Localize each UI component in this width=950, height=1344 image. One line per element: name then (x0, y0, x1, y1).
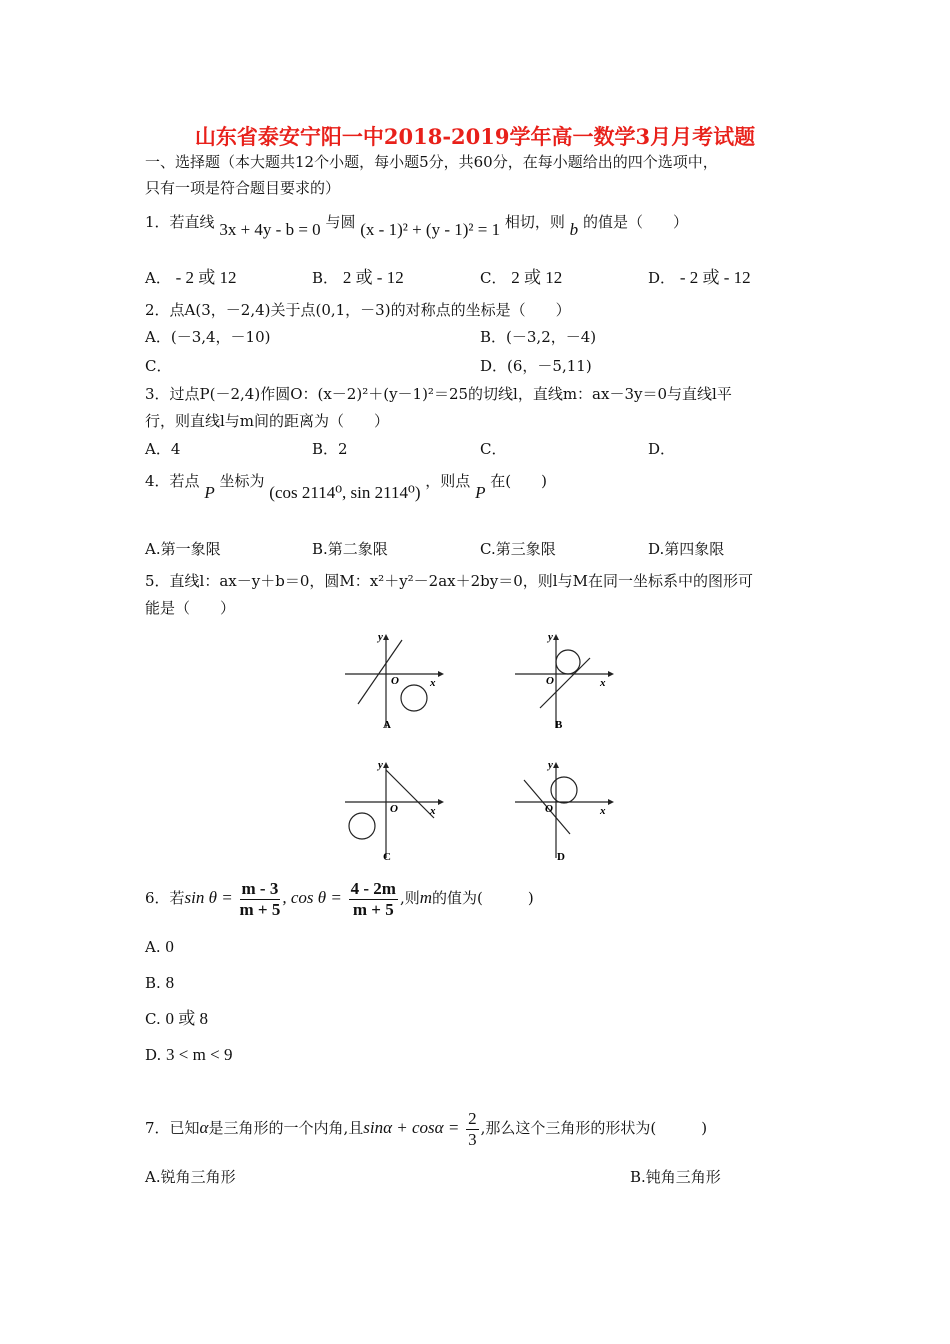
q1-option-d (648, 268, 751, 288)
question-5-line2: 能是（ ） (145, 599, 236, 617)
page-title: 山东省泰安宁阳一中2018-2019学年高一数学3月月考试题 (194, 124, 756, 149)
figure-d (510, 758, 620, 866)
figure-a (340, 628, 450, 736)
q6-sin: sin θ = (184, 888, 233, 907)
q6-suffix-a: ,则 (399, 889, 420, 907)
origin-label: O (391, 675, 399, 687)
axis-x-label: x (600, 677, 606, 689)
option-label: D． (480, 357, 508, 375)
option-label: A. (145, 938, 161, 956)
axis-y-label: y (548, 631, 553, 643)
option-value: (－3,2，－4) (506, 328, 597, 346)
q4-coord: (cos 2114⁰, sin 2114⁰) (269, 483, 421, 502)
q1-var-b: b (569, 220, 579, 239)
question-6 (145, 874, 534, 922)
option-value: 4 (170, 440, 181, 458)
option-label: A． (145, 269, 171, 287)
axis-y-label: y (548, 759, 553, 771)
fraction-denominator: m + 5 (352, 899, 394, 919)
option-value: - 2 或 - 12 (679, 268, 751, 287)
q1-suffix-b: 的值是（ ） (582, 213, 688, 231)
q4-suffix-a: ，则点 (425, 472, 471, 490)
axis-x-label: x (430, 677, 436, 689)
q7-fraction (466, 1109, 479, 1150)
option-value: 锐角三角形 (160, 1168, 236, 1186)
q6-fraction-2 (349, 879, 398, 920)
option-label: C． (145, 357, 172, 375)
figure-b-label: B (555, 719, 563, 731)
q1-option-a (145, 268, 237, 288)
q6-option-a (145, 937, 174, 957)
q1-option-b (312, 268, 404, 288)
question-2: 2．点A(3，－2,4)关于点(0,1，－3)的对称点的坐标是（ ） (145, 301, 571, 319)
q1-line-equation: 3x + 4y - b = 0 (219, 220, 321, 239)
fraction-numerator: 2 (468, 1108, 477, 1128)
option-value: 2 (338, 440, 348, 458)
option-label: B. (145, 974, 161, 992)
option-value: 钝角三角形 (645, 1168, 721, 1186)
option-label: C． (480, 440, 507, 458)
q6-suffix-b: 的值为( ) (432, 889, 534, 907)
q6-var-m: m (419, 888, 433, 907)
option-label: D. (145, 1046, 162, 1064)
q1-option-c (480, 268, 562, 288)
q3-option-d (648, 439, 675, 459)
option-value: 第四象限 (664, 540, 725, 558)
figure-b (510, 628, 620, 736)
figure-a-label: A (383, 719, 391, 731)
option-value: 第三象限 (495, 540, 556, 558)
q6-option-b (145, 973, 174, 993)
origin-label: O (546, 675, 554, 687)
option-label: C. (480, 540, 496, 558)
q4-prefix: 4．若点 (145, 472, 200, 490)
axis-y-label: y (378, 759, 383, 771)
option-label: A. (145, 540, 161, 558)
option-value: 第二象限 (327, 540, 388, 558)
q4-option-b (312, 539, 388, 559)
option-label: A． (145, 328, 171, 346)
q6-option-c (145, 1009, 208, 1029)
option-value: - 2 或 12 (175, 268, 237, 287)
option-value: 0 或 8 (165, 1009, 208, 1028)
option-label: B． (312, 269, 339, 287)
option-label: C. (145, 1010, 161, 1028)
option-label: D． (648, 440, 676, 458)
question-4 (145, 471, 547, 502)
axis-x-label: x (430, 805, 436, 817)
option-label: A. (145, 1168, 161, 1186)
fraction-numerator: 4 - 2m (350, 878, 396, 898)
q4-option-a (145, 539, 221, 559)
figure-c (340, 758, 450, 866)
option-value: 8 (165, 973, 175, 992)
q3-option-a (145, 439, 180, 459)
q7-option-b (630, 1167, 721, 1187)
question-1 (145, 212, 688, 239)
option-value: 0 (165, 937, 174, 956)
question-5-line1: 5．直线l：ax－y＋b＝0，圆M：x²＋y²－2ax＋2by＝0，则l与M在同一坐标系中的图形可 (145, 572, 753, 590)
fraction-denominator: m + 5 (239, 899, 281, 919)
q2-option-b (480, 327, 596, 347)
q4-var-p2: P (475, 483, 486, 502)
q7-prefix: 7．已知 (145, 1119, 200, 1137)
figure-d-label: D (557, 851, 565, 863)
q7-option-a (145, 1167, 236, 1187)
q7-suffix: ,那么这个三角形的形状为( ) (480, 1119, 708, 1137)
q1-suffix-a: 相切，则 (504, 213, 565, 231)
option-value: 2 或 12 (511, 268, 563, 287)
q4-option-c (480, 539, 556, 559)
option-value: 2 或 - 12 (342, 268, 404, 287)
fraction-numerator: m - 3 (240, 879, 281, 900)
q1-mid: 与圆 (325, 213, 356, 231)
q7-expr: sinα + cosα = (363, 1118, 460, 1137)
q6-prefix: 6．若 (145, 889, 185, 907)
origin-label: O (390, 803, 398, 815)
option-label: A． (145, 440, 171, 458)
question-3-line2: 行，则直线l与m间的距离为（ ） (145, 412, 390, 430)
option-label: D． (648, 269, 676, 287)
q3-option-c (480, 439, 506, 459)
q6-cos: , cos θ = (282, 888, 342, 907)
axis-y-label: y (378, 631, 383, 643)
q7-mid: 是三角形的一个内角,且 (208, 1119, 364, 1137)
section-header-line2: 只有一项是符合题目要求的） (145, 179, 341, 197)
q2-option-d (480, 356, 592, 376)
q6-fraction-1 (240, 879, 281, 920)
q7-alpha: α (199, 1118, 209, 1137)
q3-option-b (312, 439, 348, 459)
option-value: 第一象限 (160, 540, 221, 558)
q1-circle-equation: (x - 1)² + (y - 1)² = 1 (360, 220, 501, 239)
option-label: B． (480, 328, 507, 346)
q4-var-p: P (204, 483, 215, 502)
option-value: 3 < m < 9 (166, 1045, 233, 1064)
q4-mid: 坐标为 (219, 472, 265, 490)
q6-option-d (145, 1045, 232, 1065)
q2-option-c (145, 356, 171, 376)
option-label: B. (312, 540, 328, 558)
origin-label: O (545, 803, 553, 815)
section-header-line1: 一、选择题（本大题共12个小题，每小题5分，共60分，在每小题给出的四个选项中， (145, 153, 718, 171)
option-label: B. (630, 1168, 646, 1186)
fraction-denominator: 3 (468, 1129, 477, 1149)
q2-option-a (145, 327, 271, 347)
option-label: B． (312, 440, 339, 458)
figure-c-label: C (383, 851, 391, 863)
q1-prefix: 1．若直线 (145, 213, 215, 231)
option-label: C． (480, 269, 507, 287)
question-7 (145, 1104, 707, 1152)
option-value: (6，－5,11) (507, 357, 592, 375)
q4-suffix-b: 在( ) (490, 472, 547, 490)
option-label: D. (648, 540, 665, 558)
question-3-line1: 3．过点P(－2,4)作圆O：(x－2)²＋(y－1)²＝25的切线l，直线m：ax－3y＝0与直线l平 (145, 385, 732, 403)
axis-x-label: x (600, 805, 606, 817)
option-value: (－3,4，－10) (170, 328, 271, 346)
q4-option-d (648, 539, 724, 559)
